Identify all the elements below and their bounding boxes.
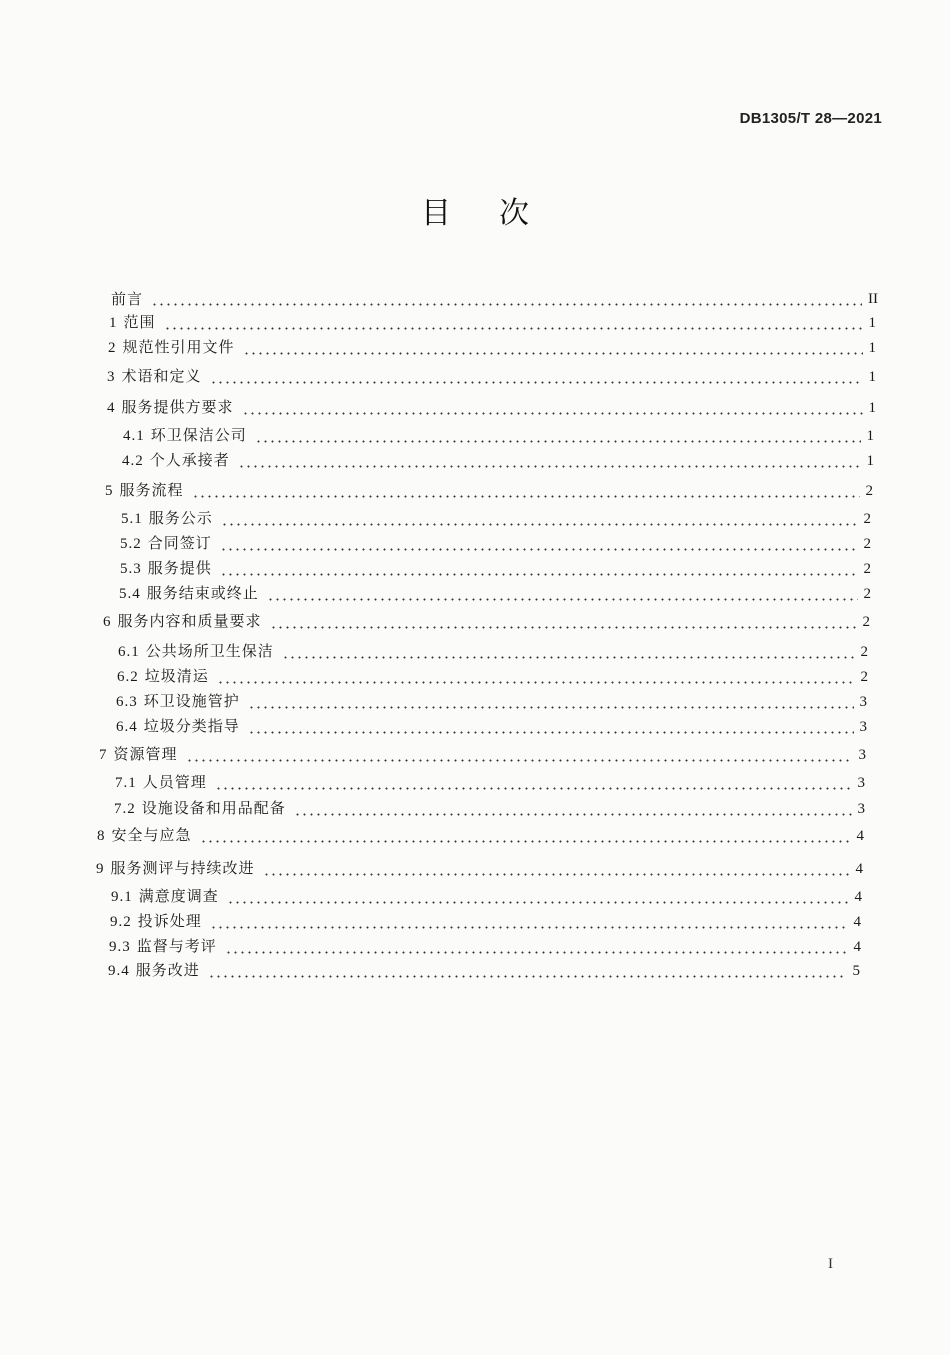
toc-entry[interactable] bbox=[108, 337, 876, 359]
toc-entry-page: 1 bbox=[868, 340, 876, 356]
toc-entry-label: 4.1 环卫保洁公司 bbox=[123, 426, 247, 444]
toc-entry[interactable] bbox=[110, 911, 861, 933]
toc-leader-dots bbox=[282, 656, 855, 659]
toc-entry-label: 5.2 合同签订 bbox=[120, 534, 212, 552]
toc-leader-dots bbox=[242, 412, 863, 415]
toc-leader-dots bbox=[200, 840, 851, 843]
toc-entry-page: 1 bbox=[868, 369, 876, 385]
toc-entry-label: 4 服务提供方要求 bbox=[107, 398, 234, 416]
toc-leader-dots bbox=[151, 303, 862, 306]
toc-entry[interactable] bbox=[119, 583, 871, 605]
page-title: 目次 bbox=[421, 196, 577, 231]
toc-entry-label: 8 安全与应急 bbox=[97, 826, 192, 844]
toc-leader-dots bbox=[220, 548, 858, 551]
toc-entry[interactable] bbox=[105, 480, 873, 502]
toc-entry-label: 5.3 服务提供 bbox=[120, 559, 212, 577]
toc-entry-page: II bbox=[868, 291, 878, 307]
toc-leader-dots bbox=[217, 681, 855, 684]
toc-leader-dots bbox=[270, 626, 857, 629]
toc-entry-page: 3 bbox=[859, 694, 867, 710]
toc-leader-dots bbox=[294, 813, 852, 816]
toc-entry-page: 3 bbox=[859, 719, 867, 735]
toc-entry-page: 4 bbox=[855, 861, 863, 877]
toc-entry-page: 2 bbox=[863, 536, 871, 552]
toc-entry-label: 5 服务流程 bbox=[105, 481, 184, 499]
toc-entry-label: 前言 bbox=[111, 290, 144, 308]
toc-entry[interactable] bbox=[115, 772, 865, 794]
toc-entry-label: 9.2 投诉处理 bbox=[110, 912, 202, 930]
toc-leader-dots bbox=[267, 598, 858, 601]
toc-entry-page: 4 bbox=[854, 889, 862, 905]
toc-entry-page: 2 bbox=[862, 614, 870, 630]
toc-entry[interactable] bbox=[109, 936, 861, 958]
toc-entry-page: 3 bbox=[857, 775, 865, 791]
page-number: I bbox=[828, 1256, 833, 1272]
toc-entry[interactable] bbox=[117, 666, 868, 688]
toc-entry[interactable] bbox=[114, 798, 865, 820]
toc-leader-dots bbox=[255, 440, 861, 443]
toc-entry-label: 6.3 环卫设施管护 bbox=[116, 692, 240, 710]
toc-entry[interactable] bbox=[123, 425, 874, 447]
toc-entry-page: 2 bbox=[860, 669, 868, 685]
toc-entry-page: 4 bbox=[853, 939, 861, 955]
toc-entry[interactable] bbox=[116, 691, 867, 713]
toc-entry[interactable] bbox=[96, 858, 863, 880]
toc-entry[interactable] bbox=[120, 533, 871, 555]
toc-entry-page: 4 bbox=[856, 828, 864, 844]
toc-entry-label: 9.4 服务改进 bbox=[108, 961, 200, 979]
toc-leader-dots bbox=[243, 352, 863, 355]
toc-entry-label: 5.1 服务公示 bbox=[121, 509, 213, 527]
toc-entry-label: 1 范围 bbox=[109, 313, 156, 331]
toc-entry[interactable] bbox=[121, 508, 871, 530]
toc-entry-page: 2 bbox=[865, 483, 873, 499]
toc-entry[interactable] bbox=[111, 288, 878, 310]
toc-leader-dots bbox=[227, 901, 849, 904]
toc-leader-dots bbox=[215, 787, 852, 790]
toc-entry-label: 5.4 服务结束或终止 bbox=[119, 584, 259, 602]
toc-entry-page: 2 bbox=[860, 644, 868, 660]
toc-leader-dots bbox=[221, 523, 858, 526]
toc-entry-label: 7 资源管理 bbox=[99, 745, 178, 763]
toc-entry-page: 3 bbox=[857, 801, 865, 817]
document-code: DB1305/T 28—2021 bbox=[739, 110, 882, 127]
toc-leader-dots bbox=[210, 381, 863, 384]
toc-entry[interactable] bbox=[99, 744, 866, 766]
toc-entry[interactable] bbox=[120, 558, 871, 580]
toc-entry[interactable] bbox=[103, 611, 870, 633]
toc-entry-label: 9.3 监督与考评 bbox=[109, 937, 217, 955]
toc-entry-label: 6.4 垃圾分类指导 bbox=[116, 717, 240, 735]
toc-leader-dots bbox=[208, 975, 847, 978]
toc-entry-label: 2 规范性引用文件 bbox=[108, 338, 235, 356]
toc-entry[interactable] bbox=[116, 716, 867, 738]
toc-leader-dots bbox=[210, 926, 848, 929]
toc-entry-page: 1 bbox=[868, 400, 876, 416]
toc-entry[interactable] bbox=[97, 825, 864, 847]
toc-entry[interactable] bbox=[107, 366, 876, 388]
toc-leader-dots bbox=[225, 951, 848, 954]
toc-entry-page: 2 bbox=[863, 511, 871, 527]
toc-entry-page: 2 bbox=[863, 561, 871, 577]
toc-entry-label: 9 服务测评与持续改进 bbox=[96, 859, 255, 877]
toc-leader-dots bbox=[263, 873, 850, 876]
toc-leader-dots bbox=[248, 731, 854, 734]
toc-entry-page: 1 bbox=[868, 315, 876, 331]
toc-entry[interactable] bbox=[118, 641, 868, 663]
toc-entry-label: 6.1 公共场所卫生保洁 bbox=[118, 642, 274, 660]
toc-entry-page: 2 bbox=[863, 586, 871, 602]
toc-entry-page: 3 bbox=[858, 747, 866, 763]
toc-entry-page: 5 bbox=[852, 963, 860, 979]
toc-leader-dots bbox=[164, 327, 863, 330]
toc-leader-dots bbox=[186, 759, 853, 762]
toc-entry[interactable] bbox=[109, 312, 876, 334]
toc-entry-page: 1 bbox=[866, 453, 874, 469]
toc-entry-page: 4 bbox=[853, 914, 861, 930]
toc-entry[interactable] bbox=[122, 450, 874, 472]
toc-entry-label: 3 术语和定义 bbox=[107, 367, 202, 385]
toc-entry-label: 9.1 满意度调查 bbox=[111, 887, 219, 905]
toc-entry-label: 6.2 垃圾清运 bbox=[117, 667, 209, 685]
toc-leader-dots bbox=[238, 465, 861, 468]
toc-leader-dots bbox=[220, 573, 858, 576]
toc-entry[interactable] bbox=[107, 397, 876, 419]
toc-entry[interactable] bbox=[108, 960, 860, 982]
toc-leader-dots bbox=[248, 706, 854, 709]
toc-entry-label: 7.1 人员管理 bbox=[115, 773, 207, 791]
toc-leader-dots bbox=[192, 495, 860, 498]
toc-entry-label: 6 服务内容和质量要求 bbox=[103, 612, 262, 630]
toc-entry-label: 4.2 个人承接者 bbox=[122, 451, 230, 469]
toc-entry-page: 1 bbox=[866, 428, 874, 444]
toc-entry-label: 7.2 设施设备和用品配备 bbox=[114, 799, 286, 817]
toc-entry[interactable] bbox=[111, 886, 862, 908]
